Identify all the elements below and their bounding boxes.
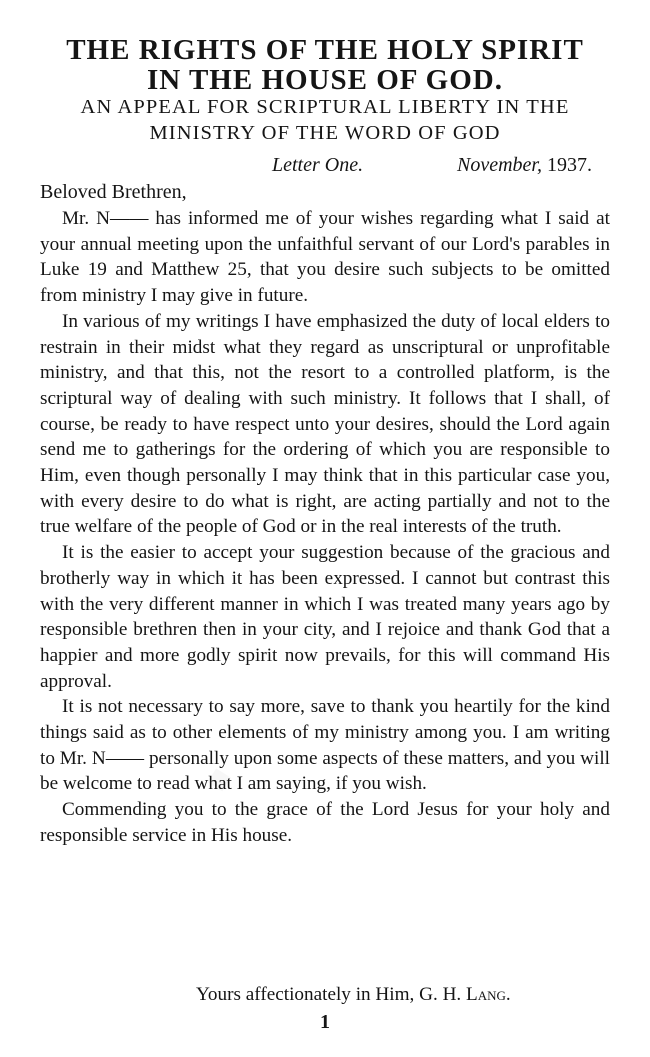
paragraph: In various of my writings I have emphasized the duty of local elders to restrain in their midst what they regard as unscriptural or unprofitable ministry, and that this, not the resort to a controlled platform, is the scriptural way of dealing with such ministry. It follows that I shall, of course, be ready to have respect unto your desires, should the Lord again send me to gatherings for the ordering of which you are responsible to Him, even though personally I may think that in this particular case you, with every desire to do what is right, are acting partially and not to the true welfare of the people of God or in the real interests of the truth. — [40, 310, 610, 538]
signoff-closing: Yours affectionately in Him, G. H. — [196, 984, 462, 1005]
letter-label: Letter One. — [272, 154, 364, 176]
paragraph: It is not necessary to say more, save to thank you heartily for the kind things said as to other elements of my ministry among you. I am writing to Mr. N—— personally upon some aspects of these matters, and you will be welcome to read what I am saying, if you wish. — [40, 696, 610, 795]
letter-body — [40, 206, 610, 849]
date-month: November, — [457, 154, 542, 176]
title-line-1: THE RIGHTS OF THE HOLY SPIRIT — [66, 34, 584, 66]
signoff — [196, 983, 511, 1006]
letter-date — [457, 155, 592, 175]
paragraph: Commending you to the grace of the Lord Jesus for your holy and responsible service in His house. — [40, 799, 610, 846]
paragraph: Mr. N—— has informed me of your wishes regarding what I said at your annual meeting upon the unfaithful servant of our Lord's parables in Luke 19 and Matthew 25, that you desire such subjects to be omitted from ministry I may give in future. — [40, 208, 610, 307]
page-number: 1 — [320, 1011, 330, 1033]
subtitle-line-1: AN APPEAL FOR SCRIPTURAL LIBERTY IN THE — [80, 96, 570, 118]
title-line-2: IN THE HOUSE OF GOD. — [147, 64, 503, 96]
subtitle-line-2: MINISTRY OF THE WORD OF GOD — [149, 122, 501, 144]
signoff-surname: Lang. — [466, 984, 511, 1005]
paragraph: It is the easier to accept your suggestion because of the gracious and brotherly way in which it has been expressed. I cannot but contrast this with the very different manner in which I was treated many years ago by responsible brethren then in your city, and I rejoice and thank God that a happier and more godly spirit now prevails, for this will command His approval. — [40, 542, 610, 692]
salutation: Beloved Brethren, — [40, 181, 187, 203]
watermark: · — [165, 736, 275, 824]
date-year: 1937. — [546, 154, 592, 176]
